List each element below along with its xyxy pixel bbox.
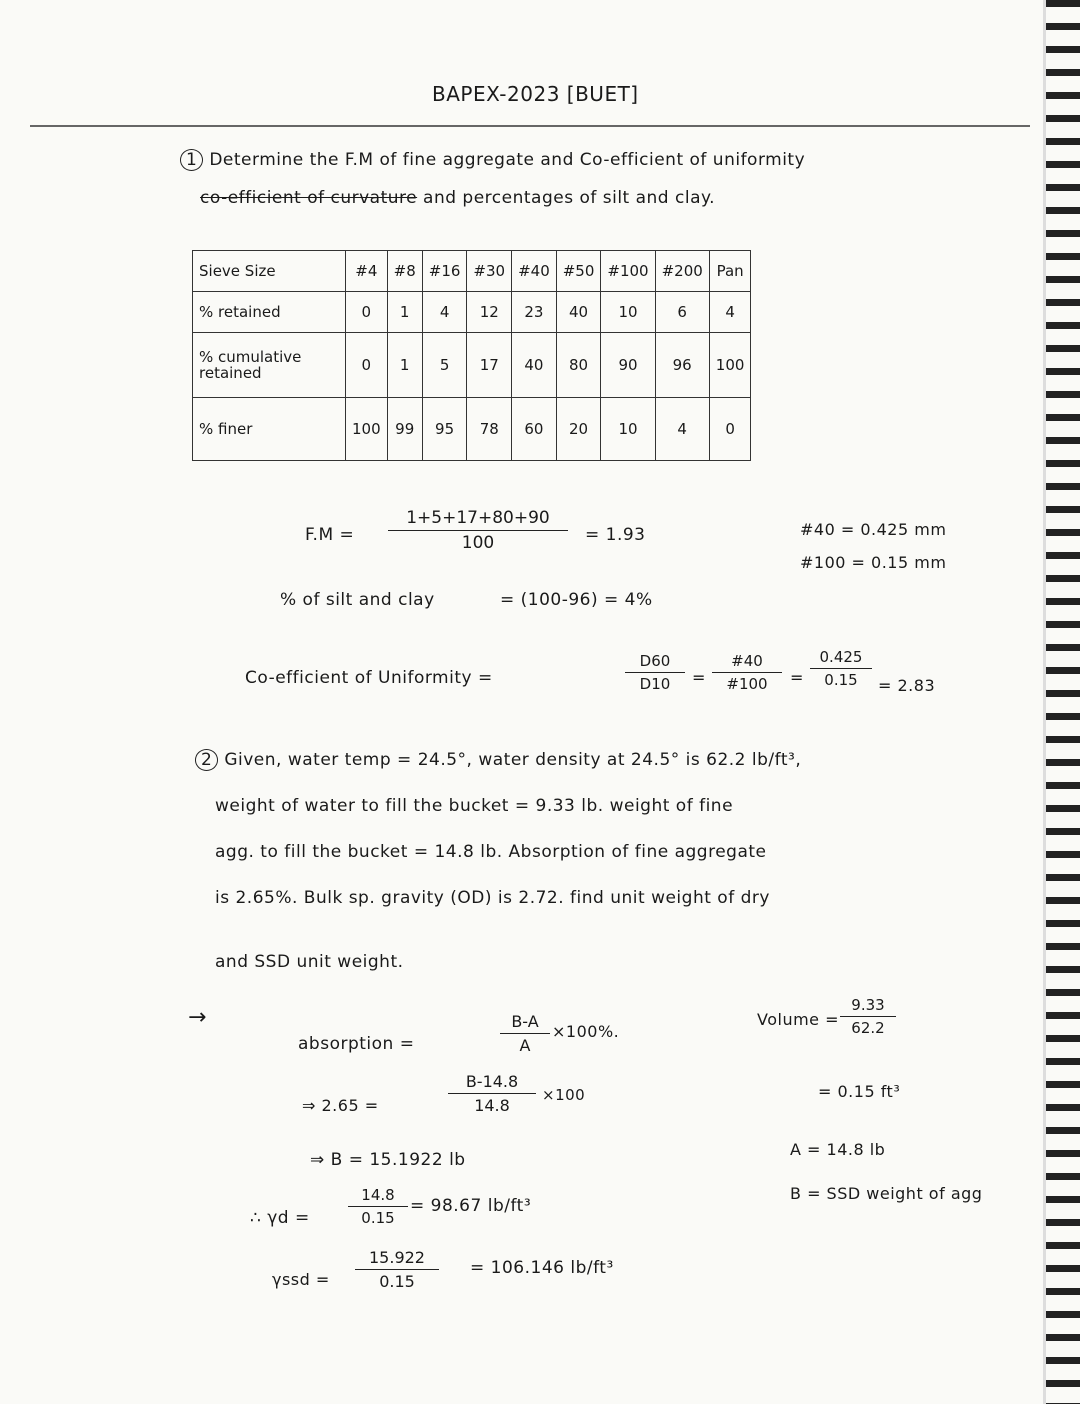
table-cell: #100 [601, 251, 655, 292]
table-cell: 20 [556, 398, 601, 461]
table-cell: #8 [387, 251, 422, 292]
table-cell: 10 [601, 398, 655, 461]
table-cell: Pan [709, 251, 751, 292]
table-cell: #4 [346, 251, 388, 292]
table-cell: 23 [512, 292, 557, 333]
d60-note: #40 = 0.425 mm [800, 520, 947, 539]
page-title: BAPEX-2023 [BUET] [432, 82, 639, 106]
problem2-line2: weight of water to fill the bucket = 9.33 lb. weight of fine [215, 796, 734, 816]
problem1-line2: co-efficient of curvature and percentages of silt and clay. [200, 188, 716, 208]
table-row [193, 333, 751, 398]
gamma-dry-fraction: $\frac{14.8}{0.15}$ [348, 1186, 408, 1227]
silt-label: % of silt and clay [280, 590, 435, 610]
table-cell: 6 [655, 292, 709, 333]
volume-label: Volume = [757, 1010, 839, 1029]
row-label: Sieve Size [193, 251, 346, 292]
spiral-binding [1046, 0, 1080, 1404]
volume-result: = 0.15 ft³ [818, 1082, 901, 1101]
fm-denominator: 100 [461, 533, 495, 553]
struck-text: co-efficient of curvature [200, 188, 418, 208]
table-cell: #40 [512, 251, 557, 292]
row-label: % finer [193, 398, 346, 461]
gamma-ssd-result: = 106.146 lb/ft³ [470, 1258, 614, 1278]
table-cell: 0 [709, 398, 751, 461]
cu-fraction-sieve: $\frac{\#40}{\#100}$ [712, 652, 782, 693]
absorption-fraction: $\frac{B-A}{A}$ [500, 1012, 550, 1055]
silt-calc: = (100-96) = 4% [500, 590, 653, 610]
step2-result: ⇒ B = 15.1922 lb [310, 1150, 466, 1170]
fm-result: = 1.93 [585, 525, 646, 545]
absorption-tail: ×100%. [552, 1022, 620, 1041]
table-cell: #200 [655, 251, 709, 292]
table-cell: 1 [387, 292, 422, 333]
problem1-number: 1 [180, 149, 203, 171]
cu-equals: = [692, 668, 706, 687]
table-cell: 60 [512, 398, 557, 461]
table-cell: 0 [346, 333, 388, 398]
gamma-dry-lhs: ∴ γd = [250, 1208, 310, 1228]
table-cell: 100 [709, 333, 751, 398]
gamma-ssd-lhs: γssd = [272, 1270, 330, 1289]
table-cell: 17 [467, 333, 512, 398]
cu-label: Co-efficient of Uniformity = [245, 668, 493, 688]
fm-fraction [388, 508, 568, 553]
gamma-ssd-fraction: $\frac{15.922}{0.15}$ [355, 1248, 439, 1291]
fm-numerator: 1+5+17+80+90 [388, 508, 568, 531]
table-cell: 4 [655, 398, 709, 461]
row-label: % retained [193, 292, 346, 333]
cu-fraction-d: $\frac{D60}{D10}$ [625, 652, 685, 693]
problem2-line4: is 2.65%. Bulk sp. gravity (OD) is 2.72. find unit weight of dry [215, 888, 770, 908]
table-cell: 96 [655, 333, 709, 398]
table-cell: #50 [556, 251, 601, 292]
volume-fraction: $\frac{9.33}{62.2}$ [840, 996, 896, 1037]
row-label: % cumulative retained [193, 333, 346, 398]
b-note: B = SSD weight of agg [790, 1184, 983, 1203]
table-cell: 99 [387, 398, 422, 461]
a-note: A = 14.8 lb [790, 1140, 886, 1159]
table-row [193, 398, 751, 461]
table-cell: #16 [422, 251, 467, 292]
table-cell: 100 [346, 398, 388, 461]
problem2-line3: agg. to fill the bucket = 14.8 lb. Absorption of fine aggregate [215, 842, 767, 862]
problem2-number: 2 [195, 749, 218, 771]
table-cell: 40 [556, 292, 601, 333]
table-cell: 0 [346, 292, 388, 333]
table-cell: 40 [512, 333, 557, 398]
table-cell: 1 [387, 333, 422, 398]
header-rule [30, 125, 1030, 127]
problem2-line5: and SSD unit weight. [215, 952, 404, 972]
step1-fraction: $\frac{B-14.8}{14.8}$ [448, 1072, 536, 1115]
table-cell: 80 [556, 333, 601, 398]
problem1-line1: 1 Determine the F.M of fine aggregate and Co-efficient of uniformity [180, 150, 805, 170]
table-cell: 90 [601, 333, 655, 398]
cu-result: = 2.83 [878, 676, 936, 695]
table-cell: 10 [601, 292, 655, 333]
step1-lhs: ⇒ 2.65 = [302, 1096, 379, 1115]
table-cell: 78 [467, 398, 512, 461]
cu-fraction-value: $\frac{0.425}{0.15}$ [810, 648, 872, 689]
table-cell: #30 [467, 251, 512, 292]
table-row [193, 251, 751, 292]
d10-note: #100 = 0.15 mm [800, 553, 947, 572]
table-cell: 4 [422, 292, 467, 333]
fm-label: F.M = [305, 525, 355, 545]
step1-tail: ×100 [542, 1086, 586, 1104]
absorption-label: absorption = [298, 1034, 415, 1054]
table-cell: 4 [709, 292, 751, 333]
table-row [193, 292, 751, 333]
table-cell: 95 [422, 398, 467, 461]
gamma-dry-result: = 98.67 lb/ft³ [410, 1196, 532, 1216]
table-cell: 12 [467, 292, 512, 333]
table-cell: 5 [422, 333, 467, 398]
sieve-table [192, 250, 751, 461]
problem2-line1: 2 Given, water temp = 24.5°, water density at 24.5° is 62.2 lb/ft³, [195, 750, 801, 770]
arrow-icon: → [188, 1005, 207, 1030]
cu-equals-2: = [790, 668, 804, 687]
